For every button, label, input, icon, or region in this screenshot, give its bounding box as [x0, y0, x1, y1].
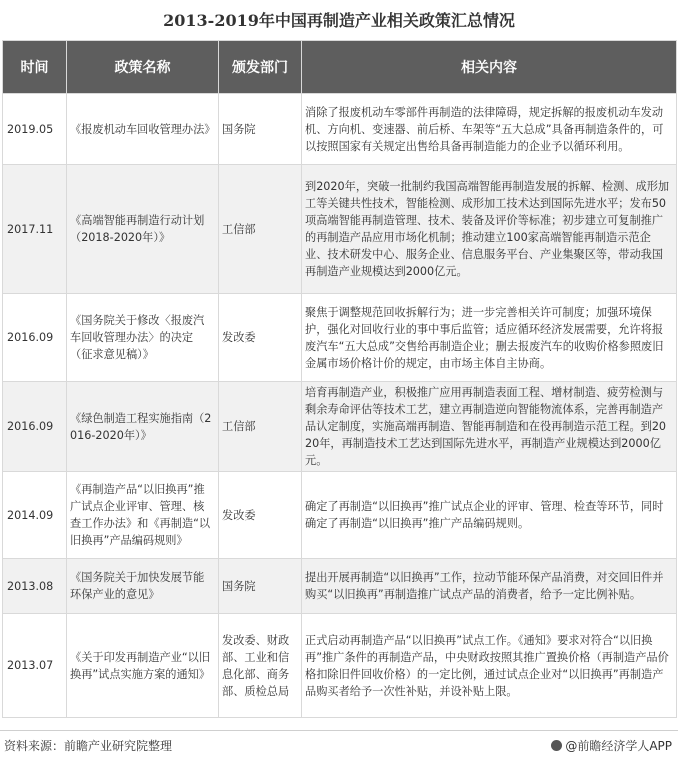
- brand-logo-icon: [551, 740, 562, 751]
- table-row: [3, 382, 677, 472]
- cell-content: 聚焦于调整规范回收拆解行为；进一步完善相关许可制度；加强环境保护，强化对回收行业的事中事后监管；适应循环经济发展需要，允许将报废汽车“五大总成”交售给再制造企业；删去报废汽车的收购价格参照废旧金属市场价格计价的规定，由市场主体自主协商。: [302, 294, 677, 382]
- table-row: [3, 94, 677, 165]
- cell-content: 消除了报废机动车零部件再制造的法律障碍，规定拆解的报废机动车发动机、方向机、变速器、前后桥、车架等“五大总成”具备再制造条件的，可以按照国家有关规定出售给具备再制造能力的企业予以循环利用。: [302, 94, 677, 165]
- cell-content: 提出开展再制造“以旧换再”工作，拉动节能环保产品消费，对交回旧件并购买“以旧换再”再制造推广试点产品的消费者，给予一定比例补贴。: [302, 559, 677, 614]
- header-content: 相关内容: [302, 41, 677, 94]
- cell-content: 正式启动再制造产品“以旧换再”试点工作。《通知》要求对符合“以旧换再”推广条件的再制造产品，中央财政按照其推广置换价格（再制造产品价格扣除旧件回收价格）的一定比例，通过试点企业对“以旧换再”再制造产品购买者给予一次性补贴，并设补贴上限。: [302, 614, 677, 718]
- cell-department: 工信部: [219, 165, 302, 294]
- cell-policy-name: 《报废机动车回收管理办法》: [67, 94, 219, 165]
- policy-table: [2, 40, 677, 718]
- cell-date: 2017.11: [3, 165, 67, 294]
- table-row: [3, 614, 677, 718]
- cell-content: 确定了再制造“以旧换再”推广试点企业的评审、管理、检查等环节，同时确定了再制造“以旧换再”推广产品编码规则。: [302, 472, 677, 559]
- cell-department: 发改委: [219, 472, 302, 559]
- cell-policy-name: 《绿色制造工程实施指南（2016-2020年）》: [67, 382, 219, 472]
- header-date: 时间: [3, 41, 67, 94]
- brand-credit: [551, 737, 672, 754]
- cell-policy-name: 《国务院关于修改〈报废汽车回收管理办法〉的决定（征求意见稿）》: [67, 294, 219, 382]
- header-department: 颁发部门: [219, 41, 302, 94]
- cell-policy-name: 《关于印发再制造产业“以旧换再”试点实施方案的通知》: [67, 614, 219, 718]
- table-row: [3, 559, 677, 614]
- cell-department: 国务院: [219, 94, 302, 165]
- cell-department: 发改委、财政部、工业和信息化部、商务部、质检总局: [219, 614, 302, 718]
- source-note: 资料来源：前瞻产业研究院整理: [4, 739, 173, 753]
- cell-policy-name: 《高端智能再制造行动计划（2018-2020年）》: [67, 165, 219, 294]
- cell-policy-name: 《国务院关于加快发展节能环保产业的意见》: [67, 559, 219, 614]
- cell-policy-name: 《再制造产品“以旧换再”推广试点企业评审、管理、核查工作办法》和《再制造“以旧换再”产品编码规则》: [67, 472, 219, 559]
- cell-department: 发改委: [219, 294, 302, 382]
- cell-content: 到2020年，突破一批制约我国高端智能再制造发展的拆解、检测、成形加工等关键共性技术，智能检测、成形加工技术达到国际先进水平；发布50项高端智能再制造管理、技术、装备及评价等标准；初步建立可复制推广的再制造产品应用市场化机制；推动建立100家高端智能再制造示范企业、技术研发中心、服务企业、信息服务平台、产业集聚区等，带动我国再制造产业规模达到2000亿元。: [302, 165, 677, 294]
- table-header-row: [3, 41, 677, 94]
- cell-department: 国务院: [219, 559, 302, 614]
- header-policy-name: 政策名称: [67, 41, 219, 94]
- brand-text: @前瞻经济学人APP: [565, 739, 672, 753]
- cell-date: 2013.07: [3, 614, 67, 718]
- cell-department: 工信部: [219, 382, 302, 472]
- table-row: [3, 294, 677, 382]
- footer: [0, 730, 678, 757]
- cell-date: 2014.09: [3, 472, 67, 559]
- table-row: [3, 165, 677, 294]
- cell-date: 2016.09: [3, 382, 67, 472]
- cell-content: 培育再制造产业，积极推广应用再制造表面工程、增材制造、疲劳检测与剩余寿命评估等技术工艺，建立再制造逆向智能物流体系，完善再制造产品认定制度，实施高端再制造、智能再制造和在役再制造示范工程。到2020年，再制造技术工艺达到国际先进水平，再制造产业规模达到2000亿元。: [302, 382, 677, 472]
- cell-date: 2016.09: [3, 294, 67, 382]
- cell-date: 2019.05: [3, 94, 67, 165]
- page-title: 2013-2019年中国再制造产业相关政策汇总情况: [163, 11, 515, 30]
- cell-date: 2013.08: [3, 559, 67, 614]
- table-row: [3, 472, 677, 559]
